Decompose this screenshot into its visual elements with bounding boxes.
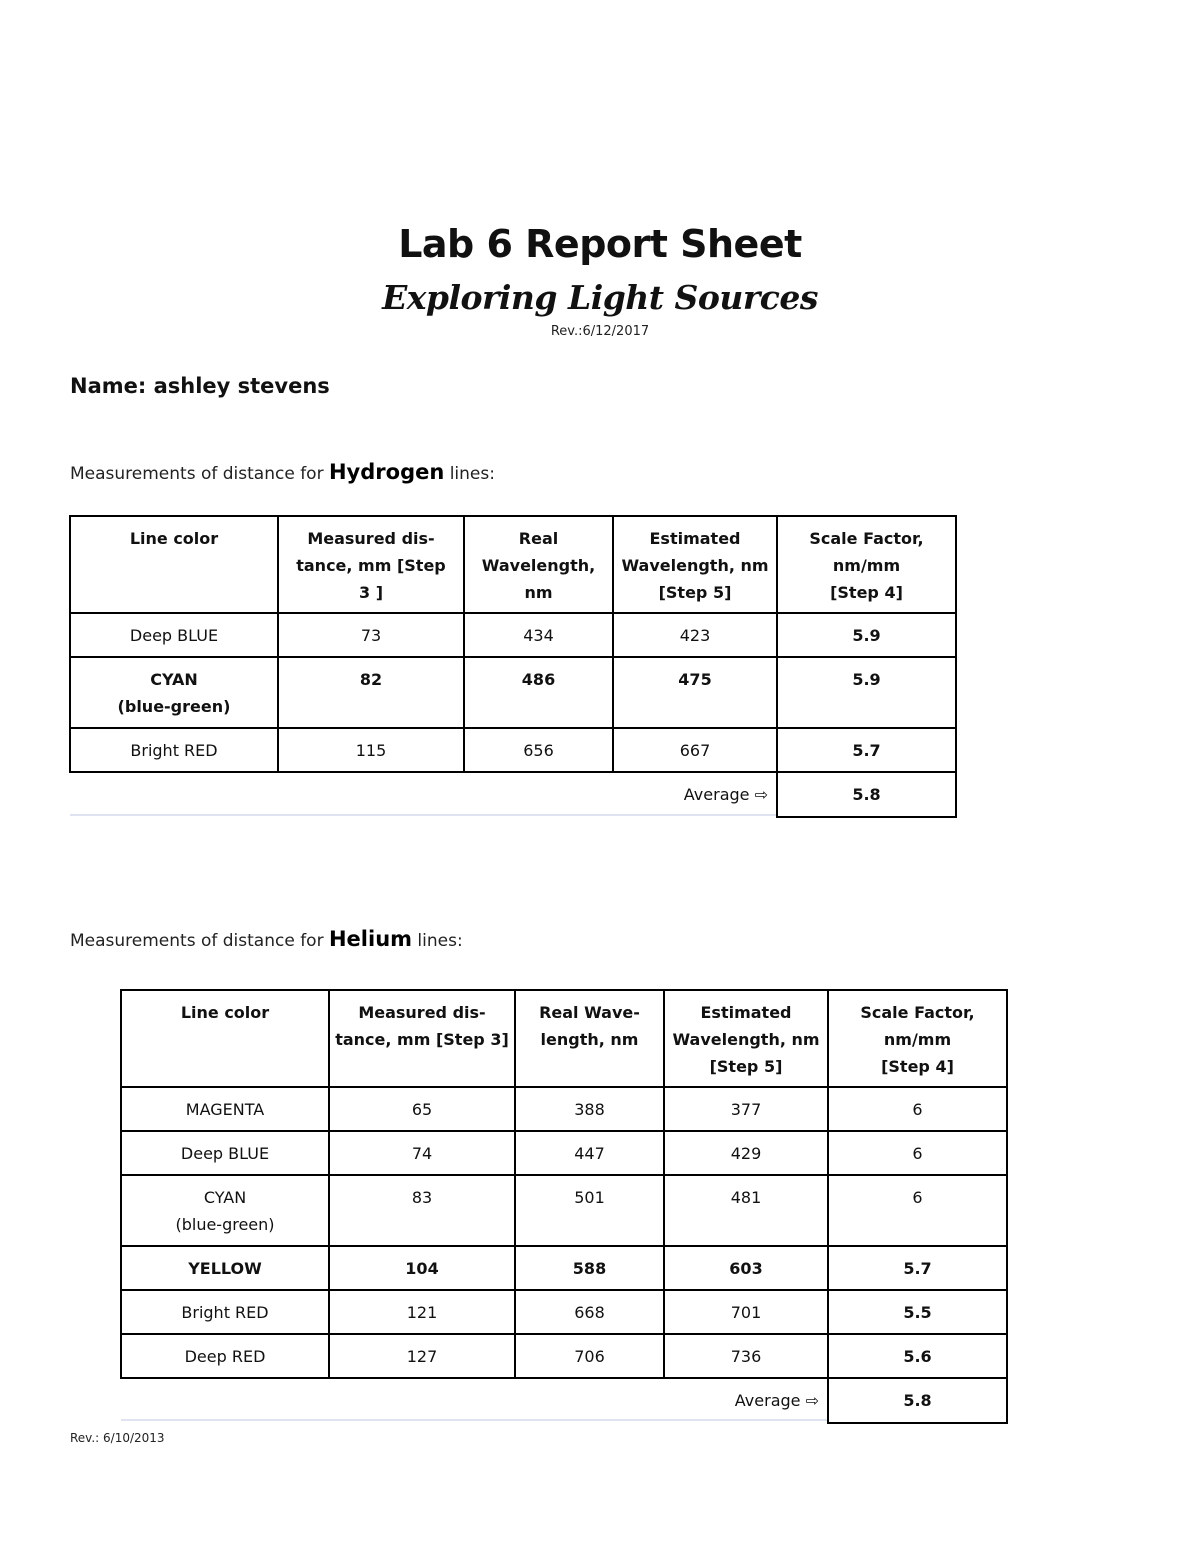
revision-date: Rev.:6/12/2017 <box>550 324 650 339</box>
estimated-cell: 481 <box>664 1175 828 1246</box>
column-header <box>515 990 664 1087</box>
element-name: Helium <box>328 927 413 951</box>
table-row <box>70 657 956 728</box>
cell-line: Estimated <box>649 529 741 548</box>
label-suffix: lines: <box>412 931 463 951</box>
scale-cell: 6 <box>828 1087 1007 1131</box>
cell-line: CYAN <box>203 1188 247 1207</box>
estimated-cell: 475 <box>613 657 777 728</box>
label-prefix: Measurements of distance for <box>70 931 329 951</box>
table-row <box>121 1175 1007 1246</box>
scale-cell: 5.9 <box>777 613 956 657</box>
table-row <box>70 728 956 772</box>
scale-cell: 5.6 <box>828 1334 1007 1378</box>
cell-line: CYAN <box>150 670 198 689</box>
column-header <box>464 516 613 613</box>
scale-cell: 6 <box>828 1175 1007 1246</box>
average-value: 5.8 <box>777 772 956 817</box>
estimated-cell: 429 <box>664 1131 828 1175</box>
estimated-cell: 667 <box>613 728 777 772</box>
line-color-cell <box>121 1087 329 1131</box>
cell-line: Deep BLUE <box>180 1144 270 1163</box>
helium-table <box>120 989 1008 1424</box>
cell-line: Measured dis- <box>307 529 435 548</box>
average-label: Average ⇨ <box>683 785 768 804</box>
cell-line: (blue-green) <box>175 1215 275 1234</box>
real-cell: 588 <box>515 1246 664 1290</box>
column-header <box>121 990 329 1087</box>
estimated-cell: 701 <box>664 1290 828 1334</box>
average-label: Average ⇨ <box>734 1391 819 1410</box>
column-header <box>278 516 464 613</box>
real-cell: 434 <box>464 613 613 657</box>
cell-line: [Step 5] <box>658 583 732 602</box>
line-color-cell <box>121 1175 329 1246</box>
column-header <box>329 990 515 1087</box>
average-underline <box>70 814 776 816</box>
cell-line: [Step 4] <box>830 583 903 602</box>
cell-line: tance, mm [Step 3] <box>335 1030 509 1049</box>
line-color-cell <box>70 657 278 728</box>
average-underline <box>121 1419 827 1421</box>
measured-cell: 83 <box>329 1175 515 1246</box>
cell-line: Line color <box>180 1003 270 1022</box>
measured-cell: 65 <box>329 1087 515 1131</box>
cell-line: Wavelength, nm <box>621 556 769 575</box>
label-prefix: Measurements of distance for <box>70 464 329 484</box>
cell-line: nm/mm <box>883 1030 952 1049</box>
cell-line: Scale Factor, <box>809 529 924 548</box>
cell-line: length, nm <box>540 1030 639 1049</box>
cell-line: Deep RED <box>184 1347 266 1366</box>
measured-cell: 127 <box>329 1334 515 1378</box>
scale-cell: 5.7 <box>828 1246 1007 1290</box>
hydrogen-section-label <box>70 460 495 484</box>
column-header <box>828 990 1007 1087</box>
hydrogen-table <box>69 515 957 818</box>
line-color-cell <box>121 1246 329 1290</box>
line-color-cell <box>70 613 278 657</box>
table-row <box>121 1246 1007 1290</box>
table-row <box>121 1334 1007 1378</box>
cell-line: Wavelength, nm <box>672 1030 820 1049</box>
header-row <box>121 990 1007 1087</box>
real-cell: 706 <box>515 1334 664 1378</box>
line-color-cell <box>121 1131 329 1175</box>
cell-line: Real <box>518 529 559 548</box>
column-header <box>70 516 278 613</box>
cell-line: MAGENTA <box>185 1100 265 1119</box>
footer-revision: Rev.: 6/10/2013 <box>70 1431 165 1445</box>
cell-line: nm/mm <box>832 556 901 575</box>
measured-cell: 73 <box>278 613 464 657</box>
line-color-cell <box>121 1334 329 1378</box>
estimated-cell: 423 <box>613 613 777 657</box>
measured-cell: 82 <box>278 657 464 728</box>
element-name: Hydrogen <box>328 460 445 484</box>
header-row <box>70 516 956 613</box>
cell-line: 3 ] <box>358 583 383 602</box>
measured-cell: 74 <box>329 1131 515 1175</box>
average-row <box>121 1378 1007 1423</box>
real-cell: 447 <box>515 1131 664 1175</box>
cell-line: YELLOW <box>188 1259 262 1278</box>
real-cell: 388 <box>515 1087 664 1131</box>
student-name: Name: ashley stevens <box>70 374 330 398</box>
cell-line: [Step 5] <box>709 1057 783 1076</box>
table-row <box>121 1087 1007 1131</box>
measured-cell: 121 <box>329 1290 515 1334</box>
real-cell: 656 <box>464 728 613 772</box>
measured-cell: 104 <box>329 1246 515 1290</box>
column-header <box>613 516 777 613</box>
helium-section-label <box>70 927 463 951</box>
estimated-cell: 736 <box>664 1334 828 1378</box>
cell-line: Bright RED <box>181 1303 269 1322</box>
cell-line: Wavelength, <box>481 556 596 575</box>
cell-line: Measured dis- <box>358 1003 486 1022</box>
report-title: Lab 6 Report Sheet <box>398 222 802 266</box>
column-header <box>664 990 828 1087</box>
table-row <box>121 1290 1007 1334</box>
cell-line: Real Wave- <box>539 1003 640 1022</box>
average-value: 5.8 <box>828 1378 1007 1423</box>
real-cell: 668 <box>515 1290 664 1334</box>
scale-cell: 6 <box>828 1131 1007 1175</box>
column-header <box>777 516 956 613</box>
real-cell: 486 <box>464 657 613 728</box>
table-row <box>121 1131 1007 1175</box>
average-row <box>70 772 956 817</box>
line-color-cell <box>121 1290 329 1334</box>
cell-line: Bright RED <box>130 741 218 760</box>
cell-line: (blue-green) <box>117 697 231 716</box>
cell-line: [Step 4] <box>881 1057 954 1076</box>
line-color-cell <box>70 728 278 772</box>
cell-line: Deep BLUE <box>129 626 219 645</box>
estimated-cell: 603 <box>664 1246 828 1290</box>
scale-cell: 5.5 <box>828 1290 1007 1334</box>
estimated-cell: 377 <box>664 1087 828 1131</box>
cell-line: nm <box>524 583 553 602</box>
cell-line: Line color <box>129 529 219 548</box>
report-subtitle: Exploring Light Sources <box>382 278 818 317</box>
real-cell: 501 <box>515 1175 664 1246</box>
cell-line: Scale Factor, <box>860 1003 975 1022</box>
scale-cell: 5.9 <box>777 657 956 728</box>
table-row <box>70 613 956 657</box>
cell-line: Estimated <box>700 1003 792 1022</box>
cell-line: tance, mm [Step <box>296 556 446 575</box>
measured-cell: 115 <box>278 728 464 772</box>
scale-cell: 5.7 <box>777 728 956 772</box>
label-suffix: lines: <box>444 464 495 484</box>
